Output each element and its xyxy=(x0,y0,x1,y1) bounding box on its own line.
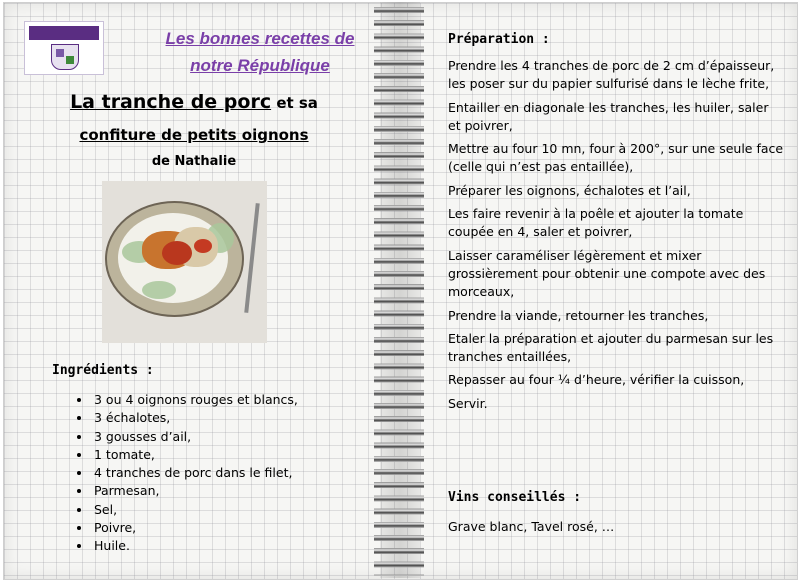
ingredient-item: • Sel, xyxy=(92,501,392,519)
wines-heading: Vins conseillés : xyxy=(448,490,582,505)
preparation-step: Etaler la préparation et ajouter du parmesan sur les tranches entaillées, xyxy=(448,330,774,365)
preparation-step: Préparer les oignons, échalotes et l’ail, xyxy=(448,182,691,198)
ingredient-item: • 4 tranches de porc dans le filet, xyxy=(92,464,392,482)
ingredient-item: • 3 échalotes, xyxy=(92,409,392,427)
ingredient-item: • Parmesan, xyxy=(92,482,392,500)
plate-leaf-decoration xyxy=(142,281,176,299)
ingredient-item: • 3 ou 4 oignons rouges et blancs, xyxy=(92,391,392,409)
preparation-step: Entailler en diagonale les tranches, les huiler, saler et poivrer, xyxy=(448,99,769,133)
recipe-title-line2: confiture de petits oignons xyxy=(79,126,309,144)
recipe-author: de Nathalie xyxy=(151,154,237,169)
preparation-heading: Préparation : xyxy=(448,32,550,47)
preparation-steps xyxy=(448,57,784,418)
site-logo xyxy=(24,21,104,75)
ingredients-heading: Ingrédients : xyxy=(52,363,154,378)
preparation-step: Les faire revenir à la poêle et ajouter la tomate coupée en 4, saler et poivrer, xyxy=(448,206,744,240)
ingredient-item: • Poivre, xyxy=(92,519,392,537)
preparation-step: Repasser au four ¼ d’heure, vérifier la cuisson, xyxy=(448,372,745,388)
ingredients-list xyxy=(74,391,392,556)
tomato-piece xyxy=(162,241,192,265)
recipe-title-sub: et sa xyxy=(271,94,318,112)
tomato-piece xyxy=(194,239,212,253)
preparation-step: Laisser caraméliser légèrement et mixer grossièrement pour obtenir une compote avec des morceaux, xyxy=(448,247,766,300)
preparation-step: Prendre la viande, retourner les tranches, xyxy=(448,307,709,323)
ingredient-item: • 1 tomate, xyxy=(92,446,392,464)
site-title: Les bonnes recettes de notre République xyxy=(165,29,355,75)
preparation-step: Servir. xyxy=(448,395,488,411)
preparation-step: Mettre au four 10 mn, four à 200°, sur une seule face (celle qui n’est pas entaillée), xyxy=(448,141,784,175)
ingredient-item: • 3 gousses d’ail, xyxy=(92,428,392,446)
recipe-title-main: La tranche de porc xyxy=(70,91,272,113)
preparation-step: Prendre les 4 tranches de porc de 2 cm d’épaisseur, les poser sur du papier sulfurisé dans le lèche frite, xyxy=(448,58,775,92)
wines-text: Grave blanc, Tavel rosé, … xyxy=(448,519,615,534)
ingredient-item: • Huile. xyxy=(92,537,392,555)
recipe-title xyxy=(4,91,384,113)
spiral-binding-icon xyxy=(374,4,424,576)
logo-band xyxy=(29,26,99,40)
dish-photo xyxy=(102,181,267,343)
logo-shield-icon xyxy=(51,44,79,70)
knife-icon xyxy=(244,203,259,313)
